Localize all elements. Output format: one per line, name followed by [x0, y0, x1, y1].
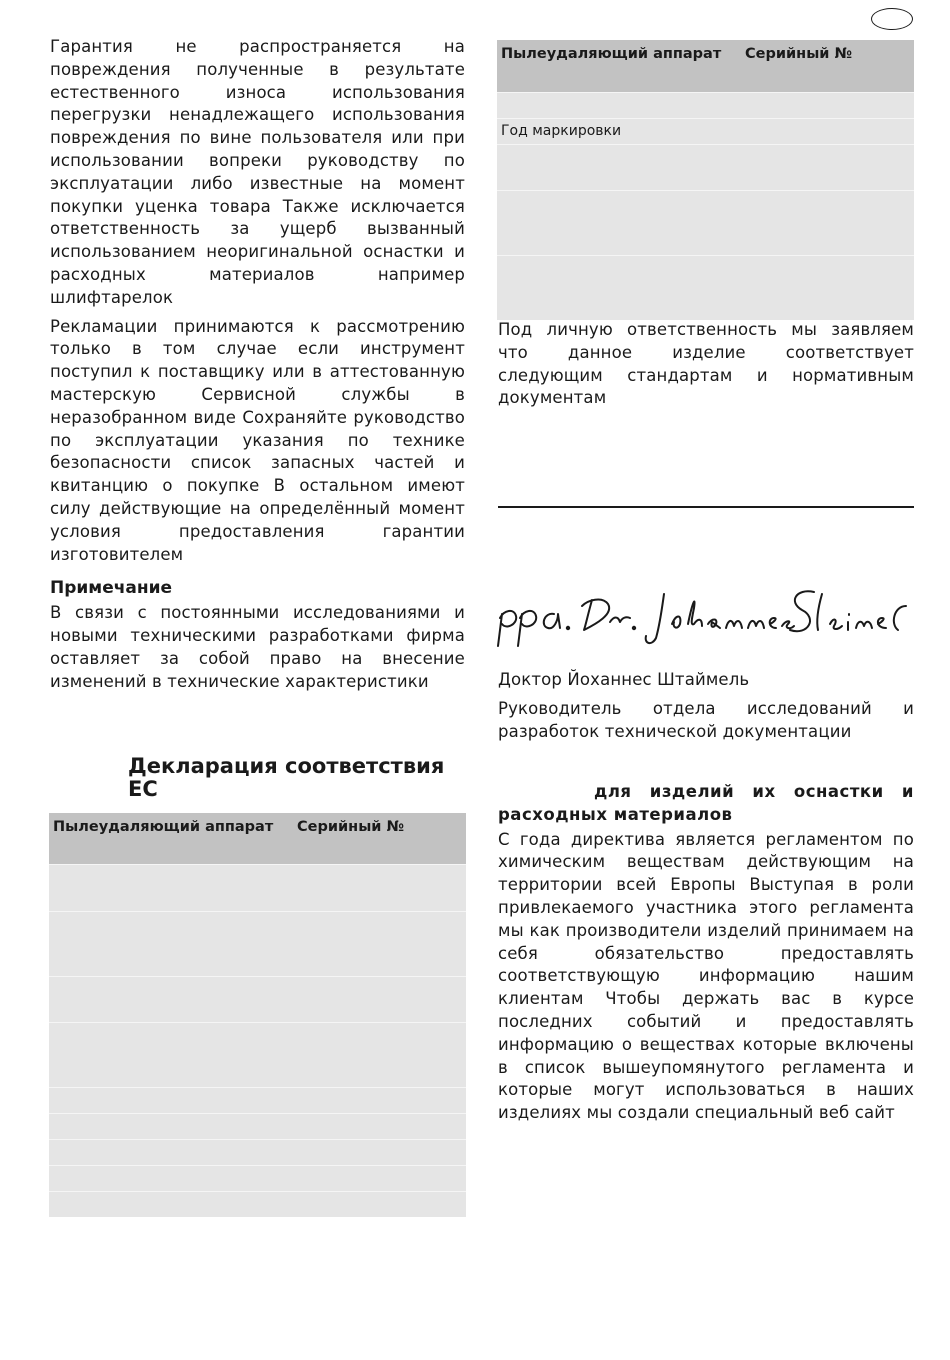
- table-row: [49, 1113, 466, 1139]
- language-badge: [871, 8, 913, 30]
- signer-block: [498, 669, 914, 743]
- responsibility-block: [498, 319, 914, 410]
- table-header: [497, 40, 914, 92]
- header-device: Пылеудаляющий аппарат: [501, 46, 722, 62]
- declaration-heading: Декларация соответствия EC: [128, 754, 445, 801]
- header-device: Пылеудаляющий аппарат: [53, 819, 274, 835]
- note-heading: Примечание: [50, 578, 173, 599]
- header-serial: Серийный №: [297, 819, 404, 835]
- table-row: [49, 1139, 466, 1165]
- declaration-table-left: [49, 813, 466, 1217]
- table-row-year: [497, 118, 914, 144]
- reach-text: С года директива является регламентом по химическим веществам действующим на территории всей Европы Выступая в роли привлекаемого участника этого регламента мы как производители изделий принимаем на себя обязательство предоставлять соответствующую информацию нашим клиентам Чтобы держать вас в курсе последних событий и предоставлять информацию о веществах которые включены в список вышеупомянутого регламента и которые могут использоваться в наших изделиях мы создали специальный веб сайт: [498, 829, 914, 1123]
- declaration-heading-wrap: [128, 755, 468, 801]
- table-row: [497, 255, 914, 320]
- note-text: В связи с постоянными исследованиями и новыми техническими разработками фирма оставляет за собой право на внесение изменений в технические характеристики: [50, 603, 465, 691]
- signature-rule: [498, 506, 914, 508]
- table-row: [49, 864, 466, 911]
- reach-heading: для изделий их оснастки и расходных материалов: [498, 782, 914, 824]
- reach-block: [498, 781, 914, 1125]
- signature-image: [496, 584, 916, 658]
- table-row: [49, 1087, 466, 1113]
- table-row: [49, 911, 466, 976]
- claims-paragraph: Рекламации принимаются к рассмотрению только в том случае если инструмент поступил к поставщику или в аттестованную мастерскую Сервисной службы в неразобранном виде Сохраняйте руководство по эксплуатации указания по технике безопасности список запасных частей и квитанцию о покупке В остальном имеют силу действующие на определённый момент условия предоставления гарантии изготовителем: [50, 316, 465, 564]
- table-row: [49, 1165, 466, 1191]
- header-serial: Серийный №: [745, 46, 852, 62]
- left-column: [50, 36, 465, 694]
- signer-title: Руководитель отдела исследований и разработок технической документации: [498, 698, 914, 741]
- warranty-paragraph: Гарантия не распространяется на повреждения полученные в результате естественного износа использования перегрузки ненадлежащего использования повреждения по вине пользователя или при использовании вопреки руководству по эксплуатации либо известные на момент покупки уценка товара Также исключается ответственность за ущерб вызванный использованием неоригинальной оснастки и расходных материалов например шлифтарелок: [50, 37, 465, 307]
- signer-name: Доктор Йоханнес Штаймель: [498, 670, 750, 689]
- table-row: [497, 144, 914, 190]
- table-row: [49, 976, 466, 1022]
- table-row: [49, 1191, 466, 1217]
- declaration-table-right: [497, 40, 914, 320]
- table-row: [49, 1022, 466, 1087]
- table-row: [497, 92, 914, 118]
- table-header: [49, 813, 466, 864]
- table-row: [497, 190, 914, 255]
- year-label: Год маркировки: [501, 123, 622, 139]
- responsibility-text: Под личную ответственность мы заявляем что данное изделие соответствует следующим стандартам и нормативным документам: [498, 320, 914, 408]
